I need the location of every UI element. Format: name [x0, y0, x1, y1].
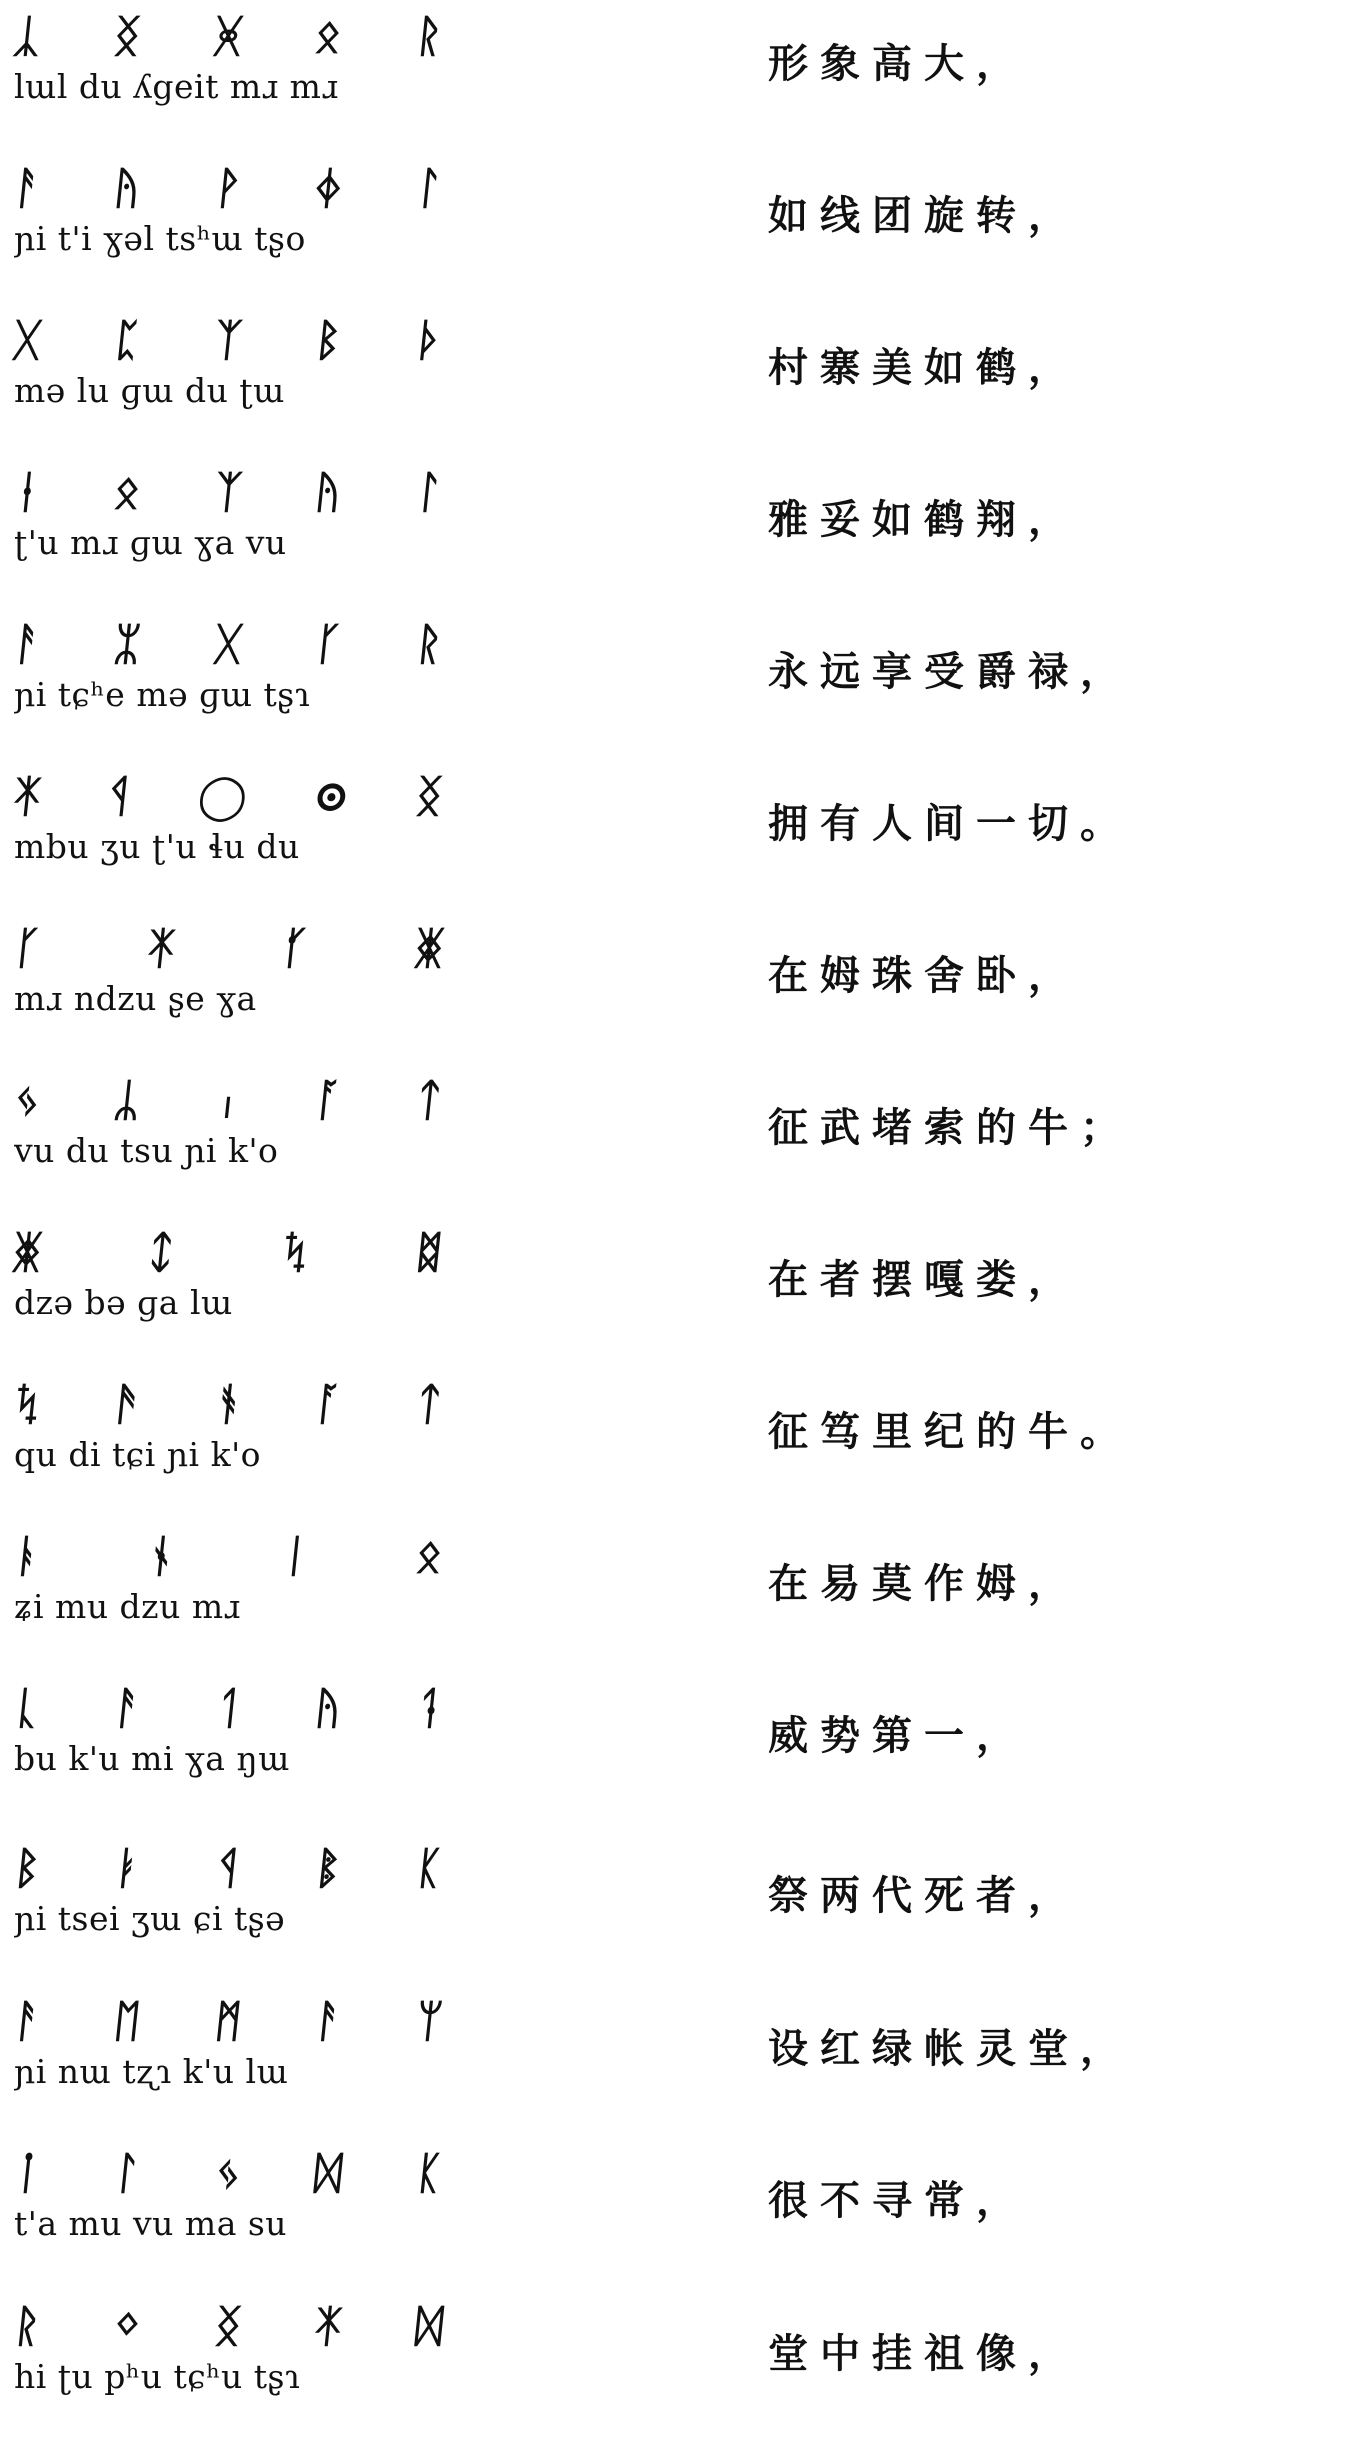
- script-glyphs: [11, 616, 447, 674]
- text-line: [0, 456, 1359, 606]
- phonetic-transcription: mbu ʒu ʈ'u ɬu du: [14, 827, 300, 866]
- chinese-translation: 在姆珠舍卧，: [768, 953, 1080, 999]
- script-glyph: ᛚ: [111, 2148, 146, 2199]
- script-glyph: ᛧ: [212, 1075, 246, 1126]
- script-glyph: ᛐ: [212, 1683, 246, 1734]
- chinese-translation: 拥有人间一切。: [768, 801, 1132, 847]
- script-block: [11, 1840, 447, 1950]
- script-glyph: ᛗ: [212, 1996, 246, 2047]
- phonetic-transcription: ɲi tsei ʒɯ ɕi tʂə: [14, 1899, 286, 1938]
- script-glyphs: [11, 1224, 447, 1282]
- script-glyph: ᚨ: [11, 619, 46, 670]
- script-glyph: ◯: [195, 771, 253, 822]
- script-glyphs: [11, 2145, 447, 2203]
- script-glyph: ᛞ: [412, 2301, 447, 2352]
- text-line: [0, 760, 1359, 910]
- script-glyph: ᛏ: [412, 1379, 447, 1430]
- script-glyph: ᚭ: [11, 1531, 46, 1582]
- script-glyph: ᛪ: [279, 1227, 313, 1278]
- phonetic-transcription: ɲi nɯ tʐɿ k'u lɯ: [14, 2052, 289, 2091]
- script-glyph: ᛖ: [111, 1996, 146, 2047]
- script-glyph: ᚤ: [312, 1683, 347, 1734]
- script-glyph: ᛔ: [312, 1843, 347, 1894]
- phonetic-transcription: ʈ'u mɹ ɡɯ ɣa vu: [14, 523, 287, 562]
- text-line: [0, 1064, 1359, 1214]
- script-glyph: ᚳ: [11, 1683, 46, 1734]
- text-line: [0, 608, 1359, 758]
- script-glyph: ᛡ: [11, 771, 46, 822]
- text-line: [0, 152, 1359, 302]
- script-glyphs: [11, 1840, 447, 1898]
- chinese-translation: 形象高大，: [768, 41, 1028, 87]
- script-glyph: ᚱ: [11, 2301, 46, 2352]
- chinese-translation: 威势第一，: [768, 1713, 1028, 1759]
- text-line: [0, 1216, 1359, 1366]
- script-glyph: ᛕ: [412, 2148, 447, 2199]
- script-glyph: ᚶ: [279, 923, 313, 974]
- text-line: [0, 1985, 1359, 2135]
- script-glyph: ᛓ: [111, 1843, 146, 1894]
- script-block: [11, 1680, 447, 1790]
- phonetic-transcription: lɯl du ʎgeit mɹ mɹ: [14, 67, 339, 106]
- script-block: [11, 312, 447, 422]
- script-block: [11, 2145, 447, 2255]
- text-line: [0, 2137, 1359, 2287]
- text-line: [0, 1520, 1359, 1670]
- script-block: [11, 2298, 447, 2408]
- script-glyphs: [11, 2298, 447, 2356]
- script-block: [11, 1072, 447, 1182]
- script-glyph: ᛒ: [312, 315, 347, 366]
- script-glyph: ᛏ: [412, 1075, 447, 1126]
- script-glyph: ᛞ: [312, 2148, 347, 2199]
- text-line: [0, 304, 1359, 454]
- script-glyph: ᛑ: [412, 1683, 447, 1734]
- script-glyph: ᛣ: [11, 11, 46, 62]
- text-line: [0, 1672, 1359, 1822]
- script-glyph: ᛈ: [111, 315, 146, 366]
- script-glyph: ᚬ: [212, 1379, 246, 1430]
- script-glyph: ᛒ: [11, 1843, 46, 1894]
- script-glyph: ᚪ: [312, 1379, 347, 1430]
- script-glyph: ᛃ: [11, 1075, 46, 1126]
- script-block: [11, 160, 447, 270]
- script-glyph: ᛪ: [11, 1379, 46, 1430]
- script-glyph: ᚨ: [11, 163, 46, 214]
- text-line: [0, 2290, 1359, 2440]
- script-block: [11, 1224, 447, 1334]
- script-glyph: ᛘ: [412, 1996, 447, 2047]
- phonetic-transcription: mə lu ɡɯ du ʈɯ: [14, 371, 285, 410]
- script-glyph: ᚱ: [412, 619, 447, 670]
- script-glyph: ᛄ: [312, 163, 347, 214]
- script-glyph: ᛝ: [412, 771, 447, 822]
- text-line: [0, 912, 1359, 1062]
- script-glyph: ᛁ: [279, 1531, 313, 1582]
- script-glyph: ᚸ: [212, 11, 246, 62]
- script-glyph: ᛃ: [212, 2148, 246, 2199]
- chinese-translation: 征武堵索的牛；: [768, 1105, 1132, 1151]
- script-block: [11, 464, 447, 574]
- script-glyph: ᛉ: [212, 315, 246, 366]
- script-glyph: ᚱ: [412, 11, 447, 62]
- script-glyphs: [11, 1528, 447, 1586]
- script-glyphs: [11, 1680, 447, 1738]
- script-glyph: ᛀ: [145, 1531, 179, 1582]
- script-glyph: ⊙: [310, 771, 355, 822]
- chinese-translation: 永远享受爵禄，: [768, 649, 1132, 695]
- script-glyph: ᛯ: [111, 619, 146, 670]
- phonetic-transcription: dzə bə ɡa lɯ: [14, 1283, 233, 1322]
- script-glyph: ᛤ: [11, 1227, 46, 1278]
- script-glyph: ᛟ: [111, 467, 146, 518]
- script-glyph: ᚪ: [312, 1075, 347, 1126]
- phonetic-transcription: bu k'u mi ɣa ŋɯ: [14, 1739, 290, 1778]
- script-block: [11, 8, 447, 118]
- script-glyphs: [11, 312, 447, 370]
- script-glyph: ᚫ: [111, 1379, 146, 1430]
- script-glyphs: [11, 8, 447, 66]
- script-glyph: ᛝ: [111, 11, 146, 62]
- script-glyph: ᚷ: [11, 315, 46, 366]
- chinese-translation: 设红绿帐灵堂，: [768, 2026, 1132, 2072]
- script-glyph: ᛩ: [103, 771, 138, 822]
- script-glyph: ᚨ: [312, 1996, 347, 2047]
- phonetic-transcription: ɲi t'i ɣəl tsʰɯ tʂo: [14, 219, 306, 258]
- script-glyph: ᚹ: [212, 163, 246, 214]
- script-glyph: ᛂ: [11, 467, 46, 518]
- script-glyph: ᛨ: [145, 1227, 179, 1278]
- script-block: [11, 1993, 447, 2103]
- script-block: [11, 1376, 447, 1486]
- chinese-translation: 在易莫作姆，: [768, 1561, 1080, 1607]
- script-glyphs: [11, 1072, 447, 1130]
- script-glyph: ᛙ: [11, 2148, 46, 2199]
- chinese-translation: 雅妥如鹤翔，: [768, 497, 1080, 543]
- script-glyph: ᛕ: [412, 1843, 447, 1894]
- phonetic-transcription: ɲi tɕʰe mə ɡɯ tʂɿ: [14, 675, 311, 714]
- script-glyph: ᛟ: [412, 1531, 447, 1582]
- text-line: [0, 1832, 1359, 1982]
- phonetic-transcription: t'a mu vu ma su: [14, 2204, 288, 2243]
- script-block: [11, 920, 447, 1030]
- script-glyph: ᚨ: [111, 1683, 146, 1734]
- phonetic-transcription: ʑi mu dzu mɹ: [14, 1587, 241, 1626]
- script-glyphs: [11, 464, 447, 522]
- phonetic-transcription: qu di tɕi ɲi k'o: [14, 1435, 262, 1474]
- script-glyph: ᛩ: [212, 1843, 246, 1894]
- script-glyph: ᛟ: [312, 11, 347, 62]
- script-glyph: ᛚ: [412, 163, 447, 214]
- chinese-translation: 征笃里纪的牛。: [768, 1409, 1132, 1455]
- text-line: [0, 0, 1359, 150]
- script-glyphs: [11, 1376, 447, 1434]
- chinese-translation: 堂中挂祖像，: [768, 2331, 1080, 2377]
- phonetic-transcription: hi ʈu pʰu tɕʰu tʂɿ: [14, 2357, 301, 2396]
- script-glyph: ᛉ: [212, 467, 246, 518]
- script-glyph: ᛝ: [212, 2301, 246, 2352]
- script-glyph: ᚴ: [11, 923, 46, 974]
- script-glyph: ᛥ: [412, 1227, 447, 1278]
- script-block: [11, 1528, 447, 1638]
- script-glyphs: [11, 920, 447, 978]
- script-glyph: ᚤ: [312, 467, 347, 518]
- script-glyph: ᛡ: [312, 2301, 347, 2352]
- script-glyph: ᛦ: [111, 1075, 146, 1126]
- phonetic-transcription: mɹ ndzu ʂe ɣa: [14, 979, 257, 1018]
- script-glyph: ᛡ: [145, 923, 179, 974]
- script-glyph: ᛤ: [412, 923, 447, 974]
- script-glyph: ᚨ: [11, 1996, 46, 2047]
- script-glyphs: [11, 160, 447, 218]
- script-glyph: ᚤ: [111, 163, 146, 214]
- script-block: [11, 616, 447, 726]
- script-glyph: ᛜ: [111, 2301, 146, 2352]
- chinese-translation: 祭两代死者，: [768, 1873, 1080, 1919]
- phonetic-transcription: vu du tsu ɲi k'o: [14, 1131, 279, 1170]
- text-line: [0, 1368, 1359, 1518]
- script-glyph: ᚷ: [212, 619, 246, 670]
- chinese-translation: 如线团旋转，: [768, 193, 1080, 239]
- script-glyphs: [11, 1993, 447, 2051]
- script-glyph: ᛚ: [412, 467, 447, 518]
- script-block: [11, 768, 447, 878]
- chinese-translation: 在者摆嘎娄，: [768, 1257, 1080, 1303]
- script-glyph: ᚴ: [312, 619, 347, 670]
- script-glyphs: [11, 768, 447, 826]
- chinese-translation: 很不寻常，: [768, 2178, 1028, 2224]
- chinese-translation: 村寨美如鹤，: [768, 345, 1080, 391]
- script-glyph: ᚦ: [412, 315, 447, 366]
